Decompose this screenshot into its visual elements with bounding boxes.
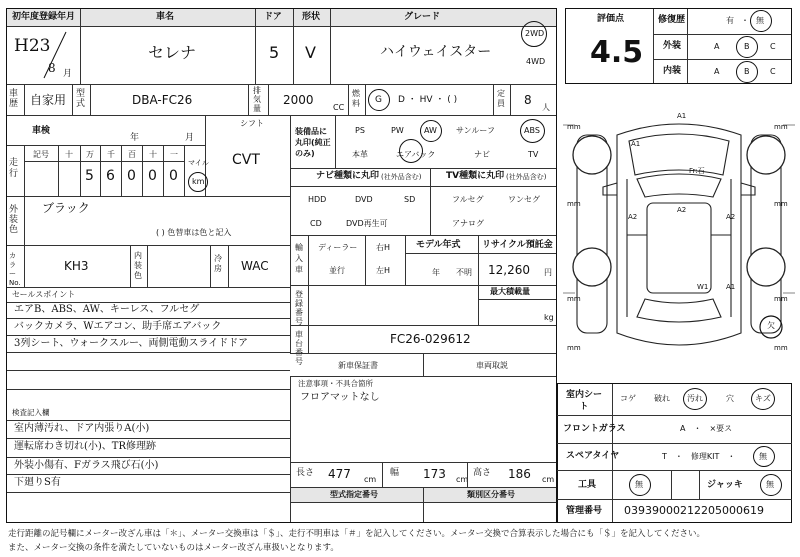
- reg-month: 8: [48, 61, 56, 75]
- displacement-value: 2000: [283, 93, 314, 107]
- drive-4wd: 4WD: [526, 57, 546, 66]
- sales-point-3: 3列シート、ウォークスルー、両側電動スライドドア: [14, 338, 248, 349]
- repair-label: 修復歴: [658, 15, 686, 25]
- footer-line-2: また、メーター交換の条件を満たしていないものはメーター改ざん車扱いとなります。: [8, 543, 339, 553]
- sales-point-1: エアB、ABS、AW、キーレス、フルセグ: [14, 304, 200, 315]
- length-cm: cm: [364, 475, 377, 484]
- glass-label: フロントガラス: [563, 424, 626, 434]
- svg-text:mm: mm: [567, 200, 581, 208]
- height-value: 186: [508, 467, 531, 481]
- mileage-record-label: 記号: [33, 150, 49, 159]
- grade: ハイウェイスター: [380, 44, 492, 60]
- vehicle-manual: 車両取説: [476, 361, 508, 370]
- mgmt-value: 03939000212205000619: [624, 504, 764, 517]
- equip-navi: ナビ: [474, 150, 490, 159]
- seat-label: 室内シート: [566, 390, 603, 412]
- length-label: 長さ: [296, 468, 315, 478]
- exterior-b: B: [744, 42, 750, 51]
- navi-hdd: HDD: [308, 195, 327, 204]
- seat-hole: 穴: [726, 394, 734, 403]
- exterior-label: 外装: [663, 41, 682, 51]
- mileage-digit-4: 0: [169, 168, 178, 184]
- jack-value: 無: [766, 480, 774, 489]
- seat-tear: 破れ: [654, 394, 670, 403]
- tools-value: 無: [635, 480, 643, 489]
- max-load-label: 最大積載量: [490, 287, 530, 296]
- equip-ps: PS: [355, 126, 365, 135]
- mileage-digit-0: 5: [85, 168, 94, 184]
- exterior-color-value: ブラック: [42, 201, 90, 215]
- inspector-label: 検査記入欄: [12, 408, 50, 417]
- equip-tv: TV: [528, 150, 539, 159]
- svg-text:mm: mm: [567, 123, 581, 131]
- diagram-mark-a1-left: A1: [631, 140, 641, 148]
- spare-value: T ・ 修理KIT ・: [662, 452, 736, 461]
- equip-leather: 本革: [352, 150, 368, 159]
- mileage-digit-2: 0: [127, 168, 136, 184]
- diagram-mark-fr-stone: Fr:石: [689, 167, 705, 175]
- spare-label: スペアタイヤ: [566, 451, 620, 461]
- exterior-c: C: [770, 42, 776, 51]
- car-name: セレナ: [148, 43, 197, 62]
- import-label: 輸入車: [295, 243, 303, 274]
- repair-dot: ・: [741, 16, 749, 25]
- new-car-warranty: 新車保証書: [338, 361, 378, 370]
- category-label: 類別区分番号: [467, 490, 515, 499]
- navi-dvd: DVD: [355, 195, 373, 204]
- registration-label: 登録番号: [295, 290, 303, 326]
- inspector-line-3: 外装小傷有、Fガラス飛び石(小): [14, 460, 159, 471]
- doors: 5: [269, 43, 280, 62]
- model-label: 型式: [76, 89, 86, 109]
- navi-sub: (社外品含む): [381, 173, 422, 181]
- shift-value: CVT: [232, 152, 260, 168]
- navi-label: ナビ種類に丸印: [316, 171, 380, 181]
- svg-text:mm: mm: [774, 123, 788, 131]
- mileage-unit-3: 百: [128, 150, 136, 159]
- equip-sunroof: サンルーフ: [456, 126, 495, 135]
- mileage-unit-2: 千: [107, 150, 115, 159]
- import-left-h: 左H: [376, 266, 391, 275]
- mileage-unit-1: 万: [86, 150, 94, 159]
- model-designation-label: 型式指定番号: [330, 490, 378, 499]
- tv-oneseg: ワンセグ: [508, 195, 540, 204]
- width-label: 幅: [390, 468, 400, 478]
- diagram-mark-a1-rear: A1: [726, 283, 736, 291]
- grade-label: グレード: [404, 12, 441, 22]
- length-value: 477: [328, 467, 351, 481]
- cc-unit: CC: [333, 103, 345, 112]
- equip-airbag: エアバック: [396, 150, 436, 159]
- interior-label: 内装: [663, 66, 682, 76]
- model-value: DBA-FC26: [132, 93, 193, 107]
- max-load-kg: kg: [544, 313, 554, 322]
- mileage-unit-0: 十: [65, 150, 73, 159]
- tv-analog: アナログ: [452, 219, 484, 228]
- interior-a: A: [714, 67, 720, 76]
- seat-scratch: キズ: [755, 394, 771, 403]
- mile-label: マイル: [188, 159, 209, 167]
- sales-point-2: バックカメラ、Wエアコン、助手席エアバック: [14, 321, 222, 332]
- car-damage-diagram: [563, 95, 795, 375]
- notes-value: フロアマットなし: [300, 392, 380, 403]
- width-value: 173: [423, 467, 446, 481]
- first-reg-label: 初年度登録年月: [12, 12, 76, 22]
- color-no: KH3: [64, 259, 89, 273]
- model-year-value: 年 不明: [432, 268, 472, 277]
- displacement-label: 排気量: [253, 86, 261, 113]
- jack-label: ジャッキ: [707, 480, 743, 490]
- inspector-line-2: 運転席わき切れ(小)、TR修理跡: [14, 441, 157, 452]
- equip-abs: ABS: [524, 126, 540, 135]
- tv-sub: (社外品含む): [506, 173, 547, 181]
- mileage-label: 走行: [9, 158, 19, 179]
- inspection-year: 年: [130, 133, 140, 143]
- mileage-unit-5: 一: [170, 150, 178, 159]
- mgmt-label: 管理番号: [566, 506, 603, 516]
- ac-label: 冷房: [214, 254, 222, 273]
- reg-year: H23: [14, 36, 51, 56]
- import-right-h: 右H: [376, 243, 391, 252]
- ac-value: WAC: [241, 259, 269, 273]
- capacity-value: 8: [524, 93, 532, 107]
- equip-pw: PW: [391, 126, 404, 135]
- diagram-mark-a2-center: A2: [677, 206, 687, 214]
- height-label: 高さ: [473, 468, 492, 478]
- navi-cd: CD: [310, 219, 322, 228]
- svg-text:mm: mm: [774, 295, 788, 303]
- navi-sd: SD: [404, 195, 416, 204]
- shape: V: [305, 43, 316, 62]
- exterior-color-label: 外装色: [9, 205, 19, 235]
- chassis-value: FC26-029612: [390, 332, 471, 346]
- mileage-unit-4: 十: [149, 150, 157, 159]
- capacity-label: 定員: [497, 89, 505, 108]
- height-cm: cm: [542, 475, 555, 484]
- score-value: 4.5: [590, 35, 644, 70]
- interior-color-label: 内装色: [134, 251, 142, 280]
- svg-text:mm: mm: [567, 344, 581, 352]
- recycle-label: リサイクル預託金: [482, 240, 553, 250]
- mileage-digit-1: 6: [106, 168, 115, 184]
- model-year-label: モデル年式: [416, 240, 461, 250]
- shift-label: シフト: [240, 119, 264, 128]
- fuel-g: G: [375, 95, 382, 105]
- diagram-mark-a1-top: A1: [677, 112, 687, 120]
- capacity-unit: 人: [542, 103, 550, 112]
- import-dealer: ディーラー: [318, 243, 358, 252]
- equipment-label: 装備品に丸印(純正のみ): [295, 127, 331, 158]
- use-value: 自家用: [30, 93, 67, 107]
- navi-dvd-play: DVD再生可: [346, 219, 388, 228]
- fuel-options: D ・ HV ・ ( ): [398, 95, 458, 105]
- recycle-yen: 円: [544, 268, 552, 277]
- footer-line-1: 走行距離の記号欄にメーター改ざん車は「＊」、メーター交換車は「＄」、走行不明車は「＃」を記入してください。メーター交換で合算表示した場合にも「＄」を記入してください。: [8, 529, 706, 539]
- color-no-label: カラーNo.: [9, 252, 21, 287]
- fuel-label: 燃料: [352, 89, 360, 108]
- drive-2wd: 2WD: [525, 29, 545, 38]
- spare-none: 無: [759, 452, 767, 461]
- svg-text:mm: mm: [567, 295, 581, 303]
- diagram-mark-a2-left: A2: [628, 213, 638, 221]
- width-cm: cm: [456, 475, 469, 484]
- shape-label: 形状: [302, 12, 321, 22]
- exterior-a: A: [714, 42, 720, 51]
- sales-points-label: セールスポイント: [12, 290, 76, 299]
- glass-value: A ・ ×要ス: [680, 424, 733, 433]
- seat-stain: 汚れ: [687, 394, 703, 403]
- diagram-mark-chip: 欠: [767, 321, 775, 330]
- color-change-note: ( ) 色替車は色と記入: [156, 228, 232, 237]
- tv-label: TV種類に丸印: [446, 171, 505, 181]
- recycle-value: 12,260: [488, 263, 530, 277]
- diagram-mark-w1: W1: [697, 283, 709, 291]
- km-label: km: [192, 177, 205, 186]
- notes-label: 注意事項・不具合箇所: [298, 379, 373, 388]
- reg-month-unit: 月: [63, 69, 73, 79]
- door-label: ドア: [264, 12, 282, 22]
- interior-b: B: [744, 67, 750, 76]
- inspector-line-1: 室内薄汚れ、ドア内張りA(小): [14, 423, 150, 434]
- car-name-label: 車名: [156, 12, 175, 22]
- equip-aw: AW: [424, 126, 437, 135]
- tv-fullseg: フルセグ: [452, 195, 484, 204]
- repair-none: 無: [756, 16, 764, 25]
- score-label: 評価点: [597, 14, 625, 24]
- svg-text:mm: mm: [774, 200, 788, 208]
- chassis-label: 車台番号: [295, 330, 303, 366]
- interior-c: C: [770, 67, 776, 76]
- inspection-month: 月: [185, 133, 195, 143]
- svg-text:mm: mm: [774, 344, 788, 352]
- inspection-label: 車検: [32, 126, 51, 136]
- inspector-line-4: 下廻りS有: [14, 477, 61, 488]
- mileage-digit-3: 0: [148, 168, 157, 184]
- tools-label: 工具: [578, 480, 597, 490]
- repair-yes: 有: [726, 16, 734, 25]
- diagram-mark-a2-right: A2: [726, 213, 736, 221]
- use-label: 車歴: [9, 89, 19, 109]
- seat-burn: コゲ: [620, 394, 636, 403]
- import-parallel: 並行: [329, 266, 345, 275]
